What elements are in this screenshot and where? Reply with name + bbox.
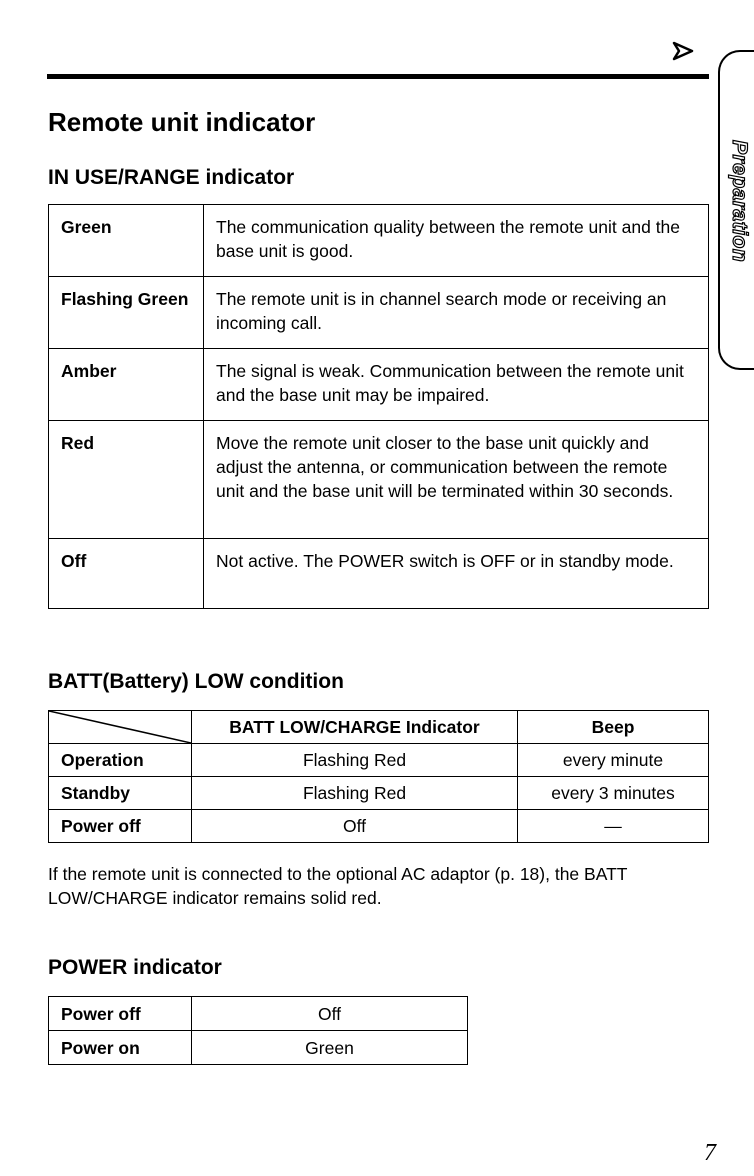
page-title: Remote unit indicator — [48, 107, 316, 137]
description-cell: The communication quality between the remote unit and the base unit is good. — [204, 205, 709, 277]
state-cell: Green — [49, 205, 204, 277]
state-cell: Red — [49, 421, 204, 539]
indicator-cell: Green — [192, 1031, 468, 1065]
description-cell: Move the remote unit closer to the base unit quickly and adjust the antenna, or communication between the remote unit and the base unit will be terminated within 30 seconds. — [204, 421, 709, 539]
indicator-cell: Flashing Red — [192, 777, 518, 810]
column-header: Beep — [518, 711, 709, 744]
table-row — [49, 997, 468, 1031]
diagonal-line — [49, 711, 191, 743]
arrow-right-outline-icon — [670, 38, 696, 64]
state-cell: Off — [49, 539, 204, 609]
corner-cell — [49, 711, 192, 744]
indicator-cell: Off — [192, 997, 468, 1031]
state-cell: Flashing Green — [49, 277, 204, 349]
table-row — [49, 777, 709, 810]
table-row — [49, 539, 709, 609]
beep-cell: every 3 minutes — [518, 777, 709, 810]
state-cell: Amber — [49, 349, 204, 421]
batt-note: If the remote unit is connected to the optional AC adaptor (p. 18), the BATT LOW/CHARGE indicator remains solid red. — [48, 864, 628, 908]
description-cell: The remote unit is in channel search mode or receiving an incoming call. — [204, 277, 709, 349]
power-table — [48, 996, 468, 1065]
in-use-table — [48, 204, 709, 609]
batt-table — [48, 710, 709, 843]
table-row — [49, 810, 709, 843]
side-tab-label: Preparation — [728, 140, 751, 263]
table-row — [49, 349, 709, 421]
condition-cell: Power off — [49, 810, 192, 843]
condition-cell: Operation — [49, 744, 192, 777]
state-cell: Power on — [49, 1031, 192, 1065]
header-rule — [47, 74, 709, 79]
column-header: BATT LOW/CHARGE Indicator — [192, 711, 518, 744]
indicator-cell: Off — [192, 810, 518, 843]
power-heading: POWER indicator — [48, 956, 222, 979]
in-use-heading: IN USE/RANGE indicator — [48, 166, 295, 189]
table-header-row — [49, 711, 709, 744]
description-cell: Not active. The POWER switch is OFF or in standby mode. — [204, 539, 709, 609]
description-cell: The signal is weak. Communication between the remote unit and the base unit may be impaired. — [204, 349, 709, 421]
batt-heading: BATT(Battery) LOW condition — [48, 670, 344, 693]
table-row — [49, 205, 709, 277]
table-row — [49, 744, 709, 777]
condition-cell: Standby — [49, 777, 192, 810]
page-number: 7 — [704, 1140, 716, 1166]
table-row — [49, 277, 709, 349]
table-row — [49, 421, 709, 539]
indicator-cell: Flashing Red — [192, 744, 518, 777]
beep-cell: — — [518, 810, 709, 843]
beep-cell: every minute — [518, 744, 709, 777]
table-row — [49, 1031, 468, 1065]
state-cell: Power off — [49, 997, 192, 1031]
